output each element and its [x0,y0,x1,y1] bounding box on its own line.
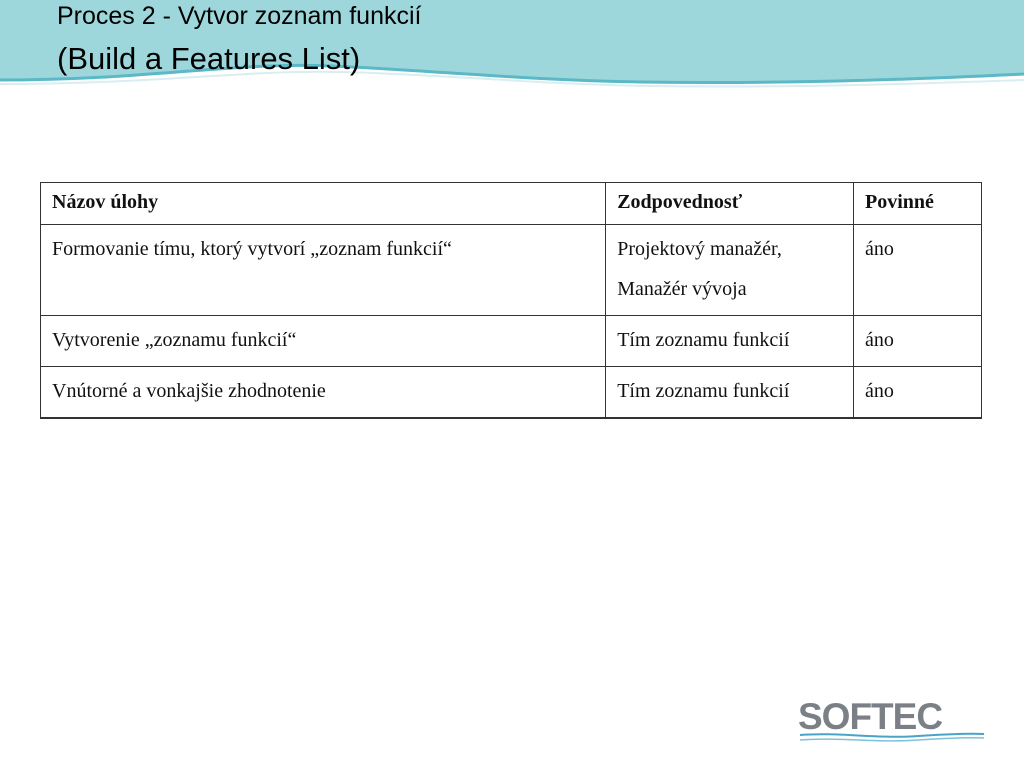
responsibility-cell: Tím zoznamu funkcií [606,367,854,419]
required-cell: áno [854,367,982,419]
required-cell: áno [854,316,982,367]
slide-title: Proces 2 - Vytvor zoznam funkcií [57,2,422,30]
slide-subtitle: (Build a Features List) [57,41,361,76]
table-row [41,367,982,419]
softec-logo [798,697,986,743]
column-header-task: Názov úlohy [41,183,606,225]
task-cell: Formovanie tímu, ktorý vytvorí „zoznam funkcií“ [41,225,606,316]
responsibility-cell: Tím zoznamu funkcií [606,316,854,367]
task-cell: Vnútorné a vonkajšie zhodnotenie [41,367,606,419]
logo-wordmark: SOFTEC [798,696,943,737]
header-band [0,0,1024,92]
column-header-required: Povinné [854,183,982,225]
responsibility-cell [606,225,854,316]
table-header-row [41,183,982,225]
task-cell: Vytvorenie „zoznamu funkcií“ [41,316,606,367]
required-cell: áno [854,225,982,316]
table-row [41,225,982,316]
logo-wave-icon [798,731,986,743]
task-table [40,182,982,419]
responsibility-text: Projektový manažér, Manažér vývoja [617,238,782,300]
column-header-responsibility: Zodpovednosť [606,183,854,225]
table-row [41,316,982,367]
